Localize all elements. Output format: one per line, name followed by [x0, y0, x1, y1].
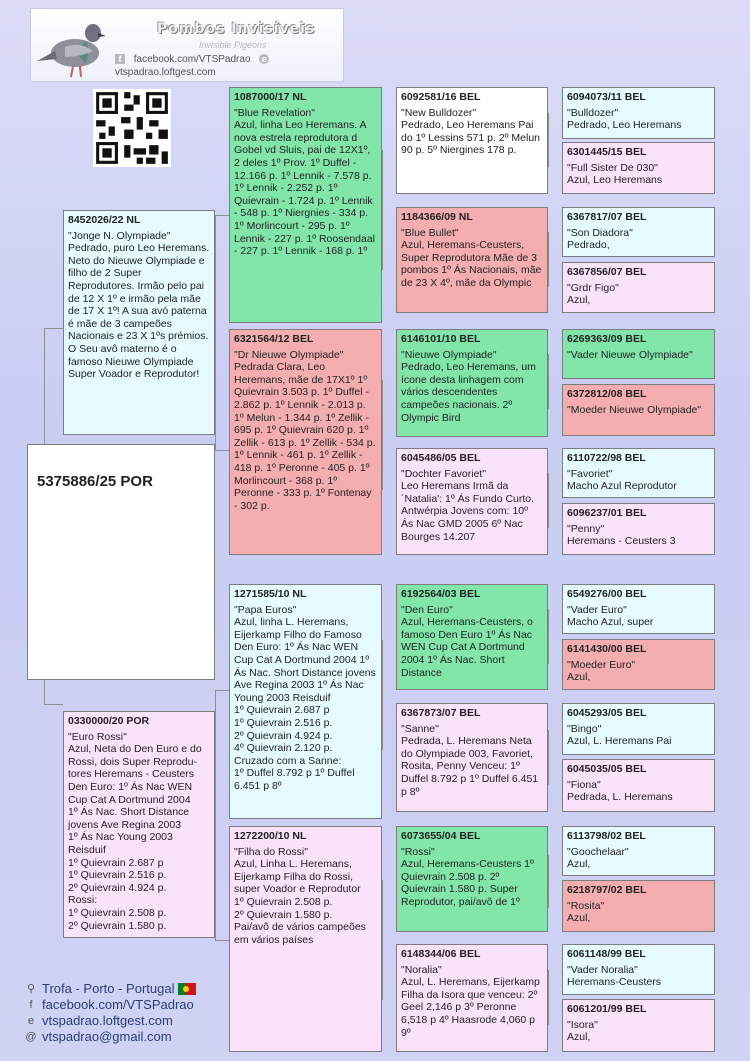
- gen3-description: Azul, Heremans-Ceusters, Super Reprodutora Mãe de 3 pombos 1º Ás Nacionais, mãe de 23 X 4º, mãe da Olympic: [401, 239, 542, 289]
- gen4-ring: 6218797/02 BEL: [567, 884, 647, 896]
- location-pin-icon: ⚲: [26, 983, 36, 995]
- footer-email-link[interactable]: vtspadrao@gmail.com: [42, 1029, 172, 1044]
- dam-sire-name: "Papa Euros": [234, 603, 297, 616]
- sire-sire-name: "Blue Revelation": [234, 106, 316, 119]
- gen3-description: Azul, L. Heremans, Eijerkamp Filha da Isora que venceu: 2º Geel 2,146 p 3º Peronne 6,518 p 4º Haasrode 4,060 p 9º: [401, 976, 540, 1039]
- gen3-card-7: [396, 826, 548, 932]
- connector-line: [382, 880, 383, 1000]
- gen4-name: "Bingo": [567, 722, 602, 735]
- sire-dam-description: Pedrada Clara, Leo Heremans, mãe de 17X1º 1º Quievrain 3.503 p. 1º Duffel - 2.862 p. 1º Lennik - 2.013 p. 1º Melun - 1.344 p. 1º Zellik - 695 p. 1º Quievrain 620 p. 1º Zellik - 613 p. 1º Zellik - 534 p. 1º Lennik - 461 p. 1º Zellik - 418 p. 1º Peronne - 405 p. 1º Morlincourt - 368 p. 1º Peronne - 333 p. 1º Fontenay - 302 p.: [234, 361, 376, 512]
- gen4-card-13: [562, 826, 715, 876]
- gen3-card-4: [396, 448, 548, 555]
- gen4-name: "Fiona": [567, 778, 601, 791]
- gen4-description: Macho Azul Reprodutor: [567, 480, 677, 493]
- gen4-description: Azul, Leo Heremans: [567, 174, 663, 187]
- logo-links: [115, 54, 343, 79]
- connector-line: [215, 215, 216, 450]
- connector-line: [382, 380, 383, 490]
- gen4-name: "Favoriet": [567, 467, 613, 480]
- gen4-name: "Isora": [567, 1018, 598, 1031]
- sire-ring: 8452026/22 NL: [68, 214, 141, 226]
- gen3-ring: 6073655/04 BEL: [401, 830, 481, 842]
- subject-pigeon-card: [27, 444, 215, 680]
- connector-line: [548, 855, 549, 908]
- gen3-name: "Den Euro": [401, 603, 453, 616]
- gen4-ring: 6096237/01 BEL: [567, 507, 647, 519]
- gen4-card-1: [562, 87, 715, 139]
- gen4-name: "Rosita": [567, 899, 605, 912]
- gen4-name: "Vader Nieuwe Olympiade": [567, 348, 693, 361]
- gen4-description: Pedrada, L. Heremans: [567, 791, 673, 804]
- gen4-ring: 6061201/99 BEL: [567, 1003, 647, 1015]
- gen3-ring: 1184366/09 NL: [401, 211, 473, 223]
- dam-sire-description: Azul, linha L. Heremans, Eijerkamp Filho do Famoso Den Euro: 1º Ás Nac WEN Cup Cat A Dortmund 2004 1º Ás Nac. Short Distance jovens Ave Regina 2003 1º Ás Nac Young 2003 Reisduif 1º Quievrain 2.687 p 1º Quievrain 2.516 p. 2º Quievrain 4.924 p. 4º Quievrain 2.120 p. Cruzado com a Sanne: 1º Duffel 8.792 p 1º Duffel 6.451 p 8º: [234, 616, 376, 792]
- gen4-name: "Full Sister De 030": [567, 161, 658, 174]
- gen4-ring: 6141430/00 BEL: [567, 643, 647, 655]
- gen4-name: "Moeder Euro": [567, 658, 636, 671]
- connector-line: [215, 690, 229, 691]
- gen3-ring: 6192564/03 BEL: [401, 588, 481, 600]
- header-website-link[interactable]: vtspadrao.loftgest.com: [115, 66, 216, 78]
- sire-dam-name: "Dr Nieuwe Olympiade": [234, 348, 344, 361]
- dam-dam-description: Azul, Linha L. Heremans, Eijerkamp Filha do Rossi, super Voador e Reprodutor 1º Quievrain 2.508 p. 2º Quievrain 1.580 p. Pai/avô de vários campeões em vários países: [234, 858, 366, 946]
- gen4-ring: 6269363/09 BEL: [567, 333, 647, 345]
- connector-line: [548, 730, 549, 785]
- gen4-name: "Goochelaar": [567, 845, 629, 858]
- gen4-ring: 6110722/98 BEL: [567, 452, 646, 464]
- gen4-card-11: [562, 703, 715, 755]
- footer-facebook-link[interactable]: facebook.com/VTSPadrao: [42, 997, 194, 1012]
- gen4-name: "Moeder Nieuwe Olympiade": [567, 403, 702, 416]
- gen3-name: "Noralia": [401, 963, 442, 976]
- gen4-description: Azul,: [567, 671, 591, 684]
- gen4-description: Azul, L. Heremans Pai: [567, 735, 672, 748]
- connector-line: [44, 704, 63, 705]
- footer-website-link[interactable]: vtspadrao.loftgest.com: [42, 1013, 173, 1028]
- gen4-card-16: [562, 999, 715, 1052]
- dam-description: Azul, Neta do Den Euro e do Rossi, dois Super Reprodu-tores Heremans - Ceusters Den Euro: 1º Ás Nac WEN Cup Cat A Dortmund 2004 1º Ás Nac. Short Distance jovens Ave Regina 2003 1º Ás Nac Young 2003 Reisduif 1º Quievrain 2.687 p 1º Quievrain 2.516 p. 2º Quievrain 4.924 p. Rossi: 1º Quievrain 2.508 p. 2º Quievrain 1.580 p.: [68, 743, 202, 932]
- gen4-description: Heremans - Ceusters 3: [567, 535, 676, 548]
- gen4-description: Pedrado, Leo Heremans: [567, 119, 682, 132]
- gen4-card-7: [562, 448, 715, 498]
- connector-line: [215, 450, 229, 451]
- gen4-card-9: [562, 584, 715, 634]
- gen4-card-3: [562, 207, 715, 257]
- gen3-card-6: [396, 703, 548, 812]
- web-icon: e: [27, 1015, 35, 1027]
- gen4-name: "Bulldozer": [567, 106, 619, 119]
- gen4-ring: 6372812/08 BEL: [567, 388, 647, 400]
- gen3-description: Pedrado, Leo Heremans Pai do 1º Lessins 571 p. 2º Melun 90 p. 5º Niergines 178 p.: [401, 119, 541, 157]
- gen4-name: "Son Diadora": [567, 226, 633, 239]
- dam-sire-ring: 1271585/10 NL: [234, 588, 307, 600]
- connector-line: [548, 609, 549, 664]
- gen3-card-1: [396, 87, 548, 194]
- gen4-name: "Vader Noralia": [567, 963, 638, 976]
- gen4-card-15: [562, 944, 715, 995]
- gen4-ring: 6113798/02 BEL: [567, 830, 646, 842]
- connector-line: [548, 970, 549, 1025]
- gen4-card-5: [562, 329, 715, 379]
- connector-line: [215, 215, 229, 216]
- gen4-description: Azul,: [567, 294, 591, 307]
- footer-contacts: [24, 981, 196, 1045]
- connector-line: [548, 113, 549, 167]
- gen4-description: Pedrado,: [567, 239, 610, 252]
- gen3-ring: 6367873/07 BEL: [401, 707, 481, 719]
- connector-line: [548, 354, 549, 409]
- dam-dam-name: "Filha do Rossi": [234, 845, 308, 858]
- gen3-description: Pedrada, L. Heremans Neta do Olympiade 003, Favoriet, Rosita, Penny Venceu: 1º Duffel 8.792 p 1º Duffel 6.451 p 8º: [401, 735, 539, 798]
- gen3-card-2: [396, 207, 548, 313]
- gen3-card-3: [396, 329, 548, 437]
- gen4-name: "Vader Euro": [567, 603, 627, 616]
- gen3-name: "Blue Bullet": [401, 226, 459, 239]
- portugal-flag-icon: [178, 983, 196, 995]
- gen3-card-5: [396, 584, 548, 690]
- gen4-name: "Grdr Figo": [567, 281, 619, 294]
- gen3-ring: 6148344/06 BEL: [401, 948, 481, 960]
- sire-sire-description: Azul, linha Leo Heremans. A nova estrela reprodutora d Gobel vd Sluis, pai de 12X1º, 2 deles 1º Prov. 1º Duffel - 12.166 p. 1º Lennik - 7.578 p. 1º Lennik - 2.252 p. 1º Quievrain - 1.724 p. 1º Lennik - 548 p. 1º Niergnies - 334 p. 1º Morlincourt - 295 p. 1º Lennik - 227 p. 1º Roosendaal - 227 p. 1º Lennik - 168 p. 1º: [234, 119, 376, 258]
- gen3-description: Pedrado, Leo Heremans, um ícone desta linhagem com vários descendentes campeões nacionais. 2º Olympic Bird: [401, 361, 536, 424]
- gen3-name: "Nieuwe Olympiade": [401, 348, 497, 361]
- dam-card: [63, 711, 215, 938]
- logo-title: Pombos Invisíveis: [157, 21, 316, 37]
- gen3-ring: 6045486/05 BEL: [401, 452, 481, 464]
- gen4-description: Azul,: [567, 912, 591, 925]
- logo-subtitle: Invisible Pigeons: [199, 40, 267, 50]
- subject-ring: 5375886/25 POR: [37, 473, 153, 490]
- gen3-name: "Sanne": [401, 722, 439, 735]
- gen4-ring: 6549276/00 BEL: [567, 588, 647, 600]
- gen4-card-12: [562, 759, 715, 812]
- footer-location: Trofa - Porto - Portugal: [42, 981, 175, 996]
- connector-line: [382, 640, 383, 750]
- dam-dam-ring: 1272200/10 NL: [234, 830, 307, 842]
- gen4-card-6: [562, 384, 715, 436]
- gen4-ring: 6045035/05 BEL: [567, 763, 647, 775]
- sire-dam-card: [229, 329, 382, 555]
- gen3-name: "Dochter Favoriet": [401, 467, 487, 480]
- facebook-icon: f: [29, 999, 33, 1011]
- gen4-card-2: [562, 142, 715, 194]
- footer-email-row: [24, 1029, 196, 1045]
- footer-website-row: [24, 1013, 196, 1029]
- connector-line: [548, 232, 549, 287]
- dam-ring: 0330000/20 POR: [68, 715, 150, 727]
- footer-facebook-row: [24, 997, 196, 1013]
- gen3-card-8: [396, 944, 548, 1052]
- gen4-description: Azul,: [567, 1031, 591, 1044]
- connector-line: [548, 473, 549, 528]
- footer-location-row: [24, 981, 196, 997]
- gen4-ring: 6367817/07 BEL: [567, 211, 647, 223]
- gen3-ring: 6092581/16 BEL: [401, 91, 481, 103]
- qr-code-icon: [93, 89, 171, 167]
- dam-sire-card: [229, 584, 382, 819]
- connector-line: [44, 328, 63, 329]
- gen4-ring: 6301445/15 BEL: [567, 146, 647, 158]
- gen4-description: Azul,: [567, 858, 591, 871]
- email-icon: @: [25, 1031, 37, 1043]
- sire-description: Pedrado, puro Leo Heremans. Neto do Nieuwe Olympiade e filho de 2 Super Reprodutores. Irmão pelo pai de 12 X 1º e irmão pela mãe de 17 X 1º! A sua avó paterna é mãe de 3 campeões Nacionais e 23 X 1ºs prémios. O Seu avô materno é o famoso Nieuwe Olympiade Super Voador e Reprodutor!: [68, 242, 210, 381]
- connector-line: [382, 150, 383, 270]
- header-banner: [30, 8, 344, 82]
- gen4-name: "Penny": [567, 522, 605, 535]
- pigeon-icon: [35, 11, 107, 81]
- web-icon: e: [259, 54, 269, 64]
- facebook-icon: f: [115, 54, 125, 64]
- sire-sire-card: [229, 87, 382, 323]
- gen3-description: Leo Heremans Irmã da ´Natalia': 1º Ás Fundo Curto. Antwérpia Jovens com: 10º Ás Nac GMD 2005 6º Nac Bourges 14.207: [401, 480, 535, 543]
- gen4-ring: 6367856/07 BEL: [567, 266, 647, 278]
- gen3-ring: 6146101/10 BEL: [401, 333, 481, 345]
- dam-name: "Euro Rossi": [68, 730, 127, 743]
- gen4-description: Macho Azul, super: [567, 616, 654, 629]
- gen3-name: "New Bulldozer": [401, 106, 477, 119]
- gen4-card-8: [562, 503, 715, 555]
- gen3-description: Azul, Heremans-Ceusters, o famoso Den Euro 1º Ás Nac WEN Cup Cat A Dortmund 2004 1º Ás Nac. Short Distance: [401, 616, 533, 679]
- gen4-card-14: [562, 880, 715, 932]
- connector-line: [215, 940, 229, 941]
- sire-dam-ring: 6321564/12 BEL: [234, 333, 314, 345]
- sire-card: [63, 210, 215, 435]
- gen3-description: Azul, Heremans-Ceusters 1º Quievrain 2.508 p. 2º Quievrain 1.580 p. Super Reprodutor, pai/avô de 1º: [401, 858, 534, 908]
- gen4-card-10: [562, 639, 715, 690]
- gen4-ring: 6045293/05 BEL: [567, 707, 647, 719]
- gen4-ring: 6094073/11 BEL: [567, 91, 646, 103]
- connector-line: [215, 690, 216, 940]
- sire-sire-ring: 1087000/17 NL: [234, 91, 307, 103]
- gen4-card-4: [562, 262, 715, 313]
- gen4-ring: 6061148/99 BEL: [567, 948, 646, 960]
- gen4-description: Heremans-Ceusters: [567, 976, 661, 989]
- sire-name: "Jonge N. Olympiade": [68, 229, 171, 242]
- header-facebook-link[interactable]: facebook.com/VTSPadrao: [133, 54, 251, 65]
- dam-dam-card: [229, 826, 382, 1052]
- gen3-name: "Rossi": [401, 845, 435, 858]
